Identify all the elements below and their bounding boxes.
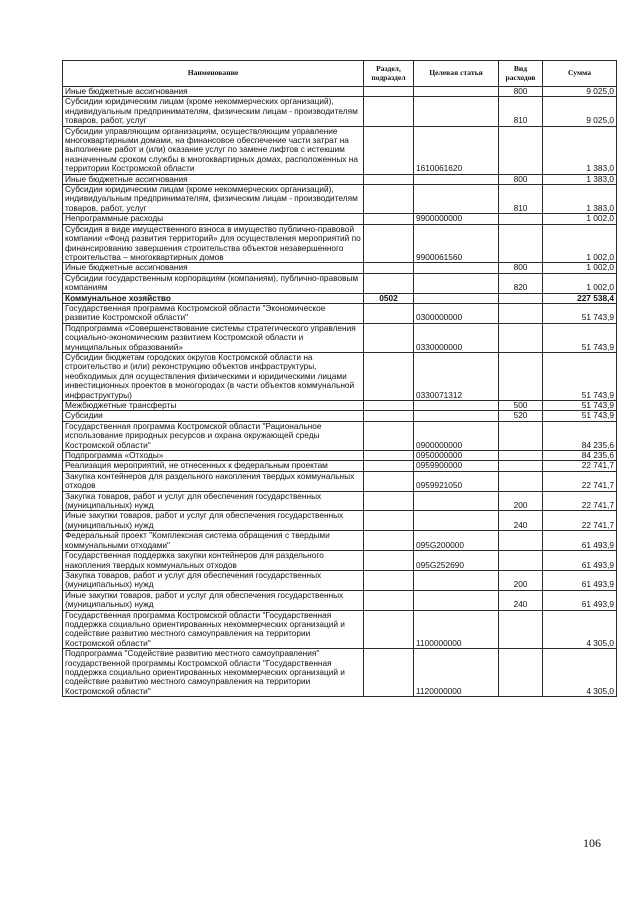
row-summa-cell: 9 025,0 [543,97,617,126]
table-row [63,451,617,461]
row-tselevaya-cell: 0300000000 [414,303,499,323]
row-summa-cell: 84 235,6 [543,421,617,450]
row-tselevaya-cell [414,401,499,411]
row-name-cell: Иные закупки товаров, работ и услуг для обеспечения государственных (муниципальных) нужд [63,590,364,610]
page-number: 106 [583,836,601,850]
row-tselevaya-cell [414,491,499,511]
row-name-cell: Межбюджетные трансферты [63,401,364,411]
row-name-cell: Субсидии [63,411,364,421]
row-name-cell: Субсидии управляющим организациям, осуществляющим управление многоквартирными домами, на финансовое обеспечение части затрат на выполнение работ и (или) оказание услуг по замене лифтов с истекшим назначенным сроком службы в многоквартирных домах, расположенных на территории Костромской области [63,126,364,174]
row-razdel-cell [364,174,414,184]
row-summa-cell: 84 235,6 [543,451,617,461]
row-vid-cell: 240 [499,590,543,610]
row-tselevaya-cell [414,174,499,184]
table-row [63,531,617,551]
table-row [63,293,617,303]
row-summa-cell: 22 741,7 [543,491,617,511]
row-vid-cell [499,531,543,551]
row-name-cell: Государственная программа Костромской области "Государственная поддержка социально ориентированных некоммерческих организаций и содействие развитию местного самоуправления на территории Костромской области" [63,610,364,649]
row-tselevaya-cell: 0959921050 [414,471,499,491]
row-name-cell: Закупка товаров, работ и услуг для обеспечения государственных (муниципальных) нужд [63,491,364,511]
table-row [63,174,617,184]
row-razdel-cell [364,511,414,531]
row-summa-cell: 22 741,7 [543,471,617,491]
table-row [63,570,617,590]
row-summa-cell: 51 743,9 [543,352,617,400]
row-tselevaya-cell [414,590,499,610]
row-vid-cell [499,293,543,303]
header-vid: Вид расходов [499,61,543,87]
row-razdel-cell [364,570,414,590]
row-tselevaya-cell: 0950000000 [414,451,499,461]
row-vid-cell [499,323,543,352]
row-razdel-cell [364,303,414,323]
row-vid-cell [499,224,543,263]
table-row [63,491,617,511]
row-summa-cell: 1 383,0 [543,174,617,184]
row-vid-cell: 800 [499,87,543,97]
row-summa-cell: 61 493,9 [543,551,617,571]
table-row [63,411,617,421]
row-razdel-cell: 0502 [364,293,414,303]
row-razdel-cell [364,610,414,649]
row-vid-cell [499,649,543,697]
row-tselevaya-cell: 1610061620 [414,126,499,174]
row-vid-cell [499,610,543,649]
row-vid-cell: 500 [499,401,543,411]
table-header-row [63,61,617,87]
table-row [63,352,617,400]
row-tselevaya-cell: 095G252690 [414,551,499,571]
row-razdel-cell [364,273,414,293]
row-vid-cell [499,451,543,461]
row-summa-cell: 1 002,0 [543,273,617,293]
row-razdel-cell [364,590,414,610]
row-name-cell: Закупка контейнеров для раздельного накопления твердых коммунальных отходов [63,471,364,491]
row-razdel-cell [364,461,414,471]
row-summa-cell: 1 002,0 [543,224,617,263]
table-row [63,303,617,323]
row-vid-cell [499,461,543,471]
row-tselevaya-cell: 095G200000 [414,531,499,551]
row-vid-cell: 810 [499,185,543,214]
row-razdel-cell [364,401,414,411]
row-razdel-cell [364,491,414,511]
row-razdel-cell [364,551,414,571]
budget-table [62,60,617,697]
table-row [63,610,617,649]
row-summa-cell: 61 493,9 [543,590,617,610]
row-razdel-cell [364,649,414,697]
row-summa-cell: 4 305,0 [543,610,617,649]
row-tselevaya-cell: 1100000000 [414,610,499,649]
row-summa-cell: 9 025,0 [543,87,617,97]
header-summa: Сумма [543,61,617,87]
row-name-cell: Федеральный проект "Комплексная система обращения с твердыми коммунальными отходами" [63,531,364,551]
row-tselevaya-cell [414,263,499,273]
table-row [63,590,617,610]
row-tselevaya-cell [414,293,499,303]
table-row [63,511,617,531]
row-vid-cell [499,551,543,571]
table-row [63,263,617,273]
row-name-cell: Иные бюджетные ассигнования [63,87,364,97]
row-name-cell: Подпрограмма «Совершенствование системы стратегического управления социально-экономическим развитием Костромской области и муниципальных образований» [63,323,364,352]
row-tselevaya-cell [414,511,499,531]
table-row [63,551,617,571]
row-razdel-cell [364,126,414,174]
table-row [63,323,617,352]
table-row [63,214,617,224]
row-summa-cell: 51 743,9 [543,303,617,323]
table-row [63,273,617,293]
row-name-cell: Государственная программа Костромской области "Экономическое развитие Костромской области" [63,303,364,323]
row-name-cell: Государственная программа Костромской области "Рациональное использование природных ресурсов и охрана окружающей среды Костромской области" [63,421,364,450]
row-razdel-cell [364,411,414,421]
row-tselevaya-cell [414,273,499,293]
row-vid-cell [499,214,543,224]
row-name-cell: Субсидии юридическим лицам (кроме некоммерческих организаций), индивидуальным предпринимателям, физическим лицам - производителям товаров, работ, услуг [63,97,364,126]
header-name: Наименование [63,61,364,87]
row-name-cell: Иные бюджетные ассигнования [63,174,364,184]
table-row [63,126,617,174]
header-razdel: Раздел, подраздел [364,61,414,87]
row-tselevaya-cell: 1120000000 [414,649,499,697]
row-name-cell: Иные закупки товаров, работ и услуг для обеспечения государственных (муниципальных) нужд [63,511,364,531]
row-tselevaya-cell: 9900000000 [414,214,499,224]
row-name-cell: Закупка товаров, работ и услуг для обеспечения государственных (муниципальных) нужд [63,570,364,590]
row-name-cell: Коммунальное хозяйство [63,293,364,303]
row-summa-cell: 22 741,7 [543,461,617,471]
row-summa-cell: 4 305,0 [543,649,617,697]
row-razdel-cell [364,323,414,352]
row-tselevaya-cell [414,570,499,590]
table-row [63,421,617,450]
row-vid-cell [499,126,543,174]
row-tselevaya-cell: 9900061560 [414,224,499,263]
table-row [63,224,617,263]
table-row [63,401,617,411]
table-row [63,87,617,97]
row-tselevaya-cell [414,411,499,421]
row-name-cell: Подпрограмма «Отходы» [63,451,364,461]
row-summa-cell: 61 493,9 [543,531,617,551]
row-summa-cell: 227 538,4 [543,293,617,303]
row-summa-cell: 1 383,0 [543,185,617,214]
row-razdel-cell [364,224,414,263]
row-razdel-cell [364,451,414,461]
row-name-cell: Субсидии государственным корпорациям (компаниям), публично-правовым компаниям [63,273,364,293]
table-row [63,461,617,471]
row-tselevaya-cell [414,185,499,214]
row-summa-cell: 51 743,9 [543,411,617,421]
row-razdel-cell [364,185,414,214]
row-tselevaya-cell: 0330071312 [414,352,499,400]
row-name-cell: Подпрограмма "Содействие развитию местного самоуправления" государственной программы Костромской области "Государственная поддержка социально ориентированных некоммерческих организаций и содействие развитию местного самоуправления на территории Костромской области" [63,649,364,697]
row-vid-cell [499,421,543,450]
table-row [63,471,617,491]
row-summa-cell: 1 002,0 [543,263,617,273]
row-razdel-cell [364,352,414,400]
row-razdel-cell [364,97,414,126]
row-name-cell: Субсидии юридическим лицам (кроме некоммерческих организаций), индивидуальным предпринимателям, физическим лицам - производителям товаров, работ, услуг [63,185,364,214]
table-row [63,97,617,126]
row-summa-cell: 1 383,0 [543,126,617,174]
row-vid-cell: 810 [499,97,543,126]
table-row [63,185,617,214]
row-vid-cell: 820 [499,273,543,293]
row-razdel-cell [364,263,414,273]
row-summa-cell: 1 002,0 [543,214,617,224]
row-vid-cell [499,352,543,400]
row-razdel-cell [364,471,414,491]
row-tselevaya-cell: 0900000000 [414,421,499,450]
table-row [63,649,617,697]
row-vid-cell [499,471,543,491]
row-razdel-cell [364,214,414,224]
row-vid-cell: 800 [499,174,543,184]
row-vid-cell [499,303,543,323]
row-name-cell: Непрограммные расходы [63,214,364,224]
row-tselevaya-cell [414,87,499,97]
row-name-cell: Реализация мероприятий, не отнесенных к федеральным проектам [63,461,364,471]
row-tselevaya-cell [414,97,499,126]
row-razdel-cell [364,87,414,97]
row-vid-cell: 800 [499,263,543,273]
row-summa-cell: 22 741,7 [543,511,617,531]
row-vid-cell: 200 [499,491,543,511]
row-name-cell: Иные бюджетные ассигнования [63,263,364,273]
row-tselevaya-cell: 0959900000 [414,461,499,471]
row-vid-cell: 200 [499,570,543,590]
row-name-cell: Государственная поддержка закупки контейнеров для раздельного накопления твердых коммунальных отходов [63,551,364,571]
header-tselevaya: Целевая статья [414,61,499,87]
row-summa-cell: 61 493,9 [543,570,617,590]
row-vid-cell: 240 [499,511,543,531]
row-razdel-cell [364,421,414,450]
row-razdel-cell [364,531,414,551]
row-name-cell: Субсидии бюджетам городских округов Костромской области на строительство и (или) реконструкцию объектов инфраструктуры, необходимых для осуществления физическими и юридическими лицами инвестиционных проектов в моногородах (в части объектов коммунальной инфраструктуры) [63,352,364,400]
row-name-cell: Субсидия в виде имущественного взноса в имущество публично-правовой компании «Фонд развития территорий» для осуществления мероприятий по финансированию завершения строительства объектов незавершенного строительства – многоквартирных домов [63,224,364,263]
row-summa-cell: 51 743,9 [543,401,617,411]
row-summa-cell: 51 743,9 [543,323,617,352]
row-vid-cell: 520 [499,411,543,421]
row-tselevaya-cell: 0330000000 [414,323,499,352]
